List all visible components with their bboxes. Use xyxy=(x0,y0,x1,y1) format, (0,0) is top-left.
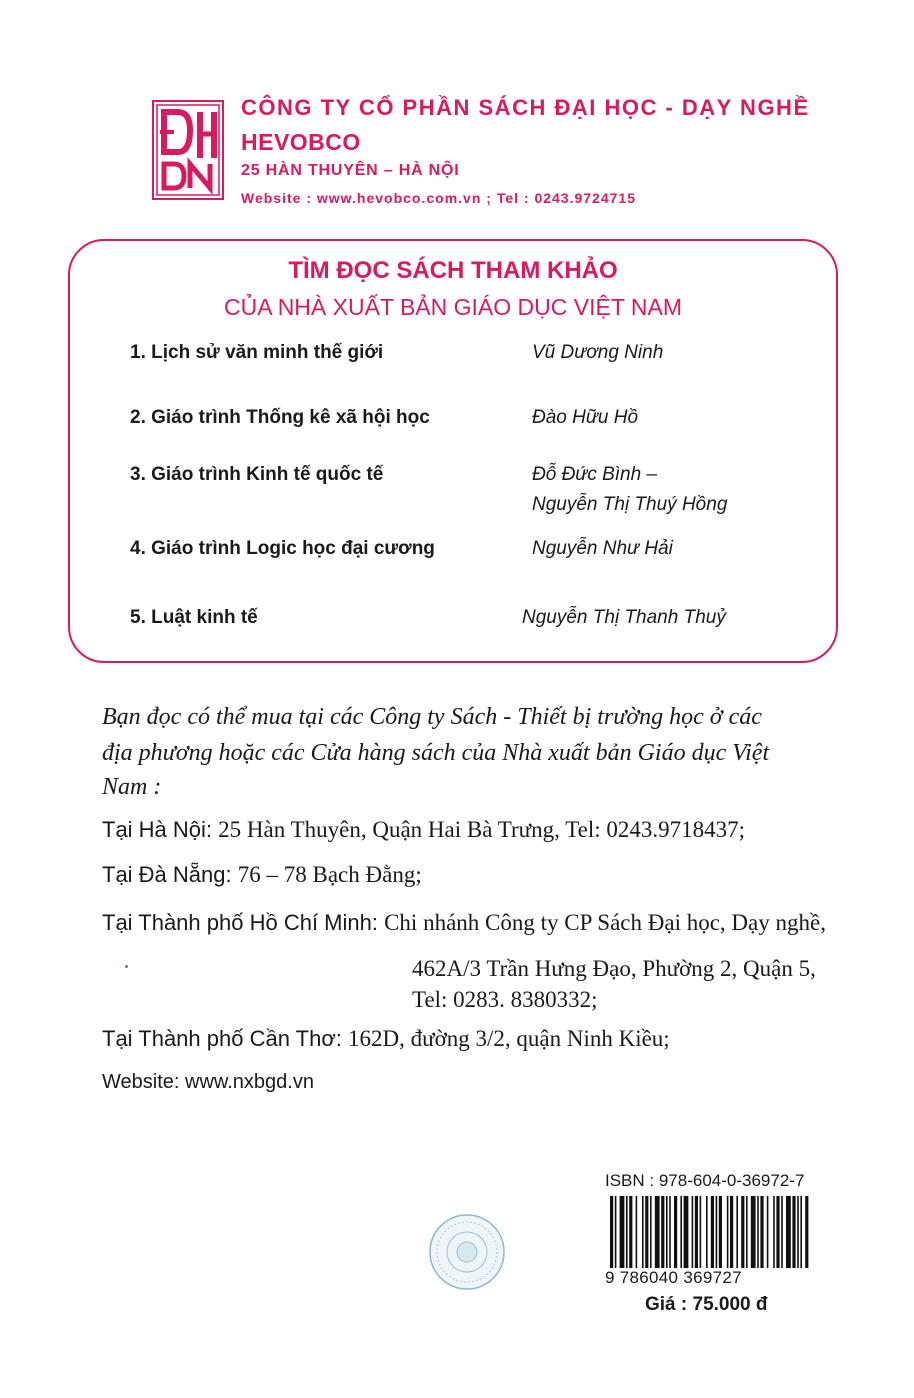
barcode-bar xyxy=(706,1196,708,1268)
location-danang xyxy=(102,862,422,888)
book-author: Đỗ Đức Bình – xyxy=(532,464,658,485)
book-title: 2. Giáo trình Thống kê xã hội học xyxy=(130,407,430,428)
barcode-bar xyxy=(692,1196,694,1268)
book-author-second: Nguyễn Thị Thuý Hồng xyxy=(532,494,728,515)
barcode-bar xyxy=(800,1196,802,1268)
barcode-bar xyxy=(751,1196,756,1268)
book-title: 1. Lịch sử văn minh thế giới xyxy=(130,342,384,363)
barcode-bar xyxy=(716,1196,718,1268)
barcode-bar xyxy=(797,1196,799,1268)
barcode-bar xyxy=(730,1196,733,1268)
location-hcm-line2: 462A/3 Trần Hưng Đạo, Phường 2, Quận 5, xyxy=(412,956,816,981)
publisher-logo xyxy=(152,100,224,200)
book-title: 4. Giáo trình Logic học đại cương xyxy=(130,538,435,559)
barcode-bar xyxy=(666,1196,668,1268)
barcode-bar xyxy=(719,1196,722,1268)
barcode-bar xyxy=(781,1196,783,1268)
purchase-intro-line: Nam : xyxy=(102,774,162,800)
barcode-bar xyxy=(655,1196,660,1268)
book-title: 3. Giáo trình Kinh tế quốc tế xyxy=(130,464,384,485)
speck xyxy=(125,965,128,968)
barcode-bar xyxy=(684,1196,689,1268)
location-label: Tại Đà Nẵng: xyxy=(102,862,232,887)
barcode-bar xyxy=(680,1196,682,1268)
barcode-bar xyxy=(661,1196,664,1268)
location-value: 162D, đường 3/2, quận Ninh Kiều; xyxy=(348,1026,670,1051)
barcode-bar xyxy=(636,1196,638,1268)
book-author: Nguyễn Như Hải xyxy=(532,538,673,559)
purchase-intro-line: Bạn đọc có thể mua tại các Công ty Sách - Thiết bị trường học ở các xyxy=(102,704,762,730)
barcode-bar xyxy=(674,1196,677,1268)
book-author: Vũ Dương Ninh xyxy=(532,342,664,363)
barcode-bar xyxy=(700,1196,702,1268)
barcode-bar xyxy=(695,1196,698,1268)
location-hcm-line3: Tel: 0283. 8380332; xyxy=(412,987,598,1012)
location-hanoi xyxy=(102,817,745,843)
price-label: Giá : 75.000 đ xyxy=(645,1294,768,1315)
barcode-bar xyxy=(760,1196,763,1268)
barcode-bar xyxy=(645,1196,648,1268)
location-label: Tại Thành phố Hồ Chí Minh: xyxy=(102,910,378,935)
publisher-website: Website : www.hevobco.com.vn ; Tel : 0243.9724715 xyxy=(241,190,636,206)
barcode-bar xyxy=(669,1196,671,1268)
barcode-bar xyxy=(626,1196,628,1268)
barcode-bar xyxy=(741,1196,744,1268)
reference-title: TÌM ĐỌC SÁCH THAM KHẢO xyxy=(288,257,618,284)
location-label: Tại Hà Nội: xyxy=(102,817,213,842)
barcode-bar xyxy=(650,1196,652,1268)
barcode-bar xyxy=(736,1196,738,1268)
publisher-name: CÔNG TY CỔ PHẦN SÁCH ĐẠI HỌC - DẠY NGHỀ xyxy=(241,95,810,120)
location-value: 76 – 78 Bạch Đằng; xyxy=(237,862,422,887)
location-label: Tại Thành phố Cần Thơ: xyxy=(102,1026,342,1051)
book-title: 5. Luật kinh tế xyxy=(130,607,258,628)
hologram-stamp xyxy=(427,1212,507,1292)
book-author: Đào Hữu Hồ xyxy=(532,407,639,428)
barcode-bar xyxy=(792,1196,795,1268)
barcode-bar xyxy=(786,1196,791,1268)
reference-subtitle: CỦA NHÀ XUẤT BẢN GIÁO DỤC VIỆT NAM xyxy=(224,294,682,320)
barcode-bar xyxy=(746,1196,748,1268)
barcode-bar xyxy=(620,1196,625,1268)
barcode-bar xyxy=(642,1196,644,1268)
barcode-digits: 9 786040 369727 xyxy=(605,1268,742,1287)
location-cantho xyxy=(102,1026,670,1052)
barcode-bar xyxy=(711,1196,714,1268)
nxbgd-website: Website: www.nxbgd.vn xyxy=(102,1071,314,1093)
publisher-short-name: HEVOBCO xyxy=(241,129,361,155)
barcode-bar xyxy=(727,1196,729,1268)
barcode-bar xyxy=(615,1196,617,1268)
barcode-bar xyxy=(767,1196,769,1268)
location-value: Chi nhánh Công ty CP Sách Đại học, Dạy nghề, xyxy=(384,910,826,935)
isbn-label: ISBN : 978-604-0-36972-7 xyxy=(605,1171,805,1190)
publisher-address: 25 HÀN THUYÊN – HÀ NỘI xyxy=(241,162,460,179)
location-value: 25 Hàn Thuyên, Quận Hai Bà Trưng, Tel: 0243.9718437; xyxy=(218,817,746,842)
book-author: Nguyễn Thị Thanh Thuỷ xyxy=(522,607,726,628)
barcode-bar xyxy=(776,1196,779,1268)
barcode-bar xyxy=(773,1196,775,1268)
purchase-intro-line: địa phương hoặc các Cửa hàng sách của Nhà xuất bản Giáo dục Việt xyxy=(102,740,770,766)
barcode xyxy=(608,1196,811,1268)
barcode-bar xyxy=(629,1196,632,1268)
location-hcm xyxy=(102,910,826,936)
barcode-bar xyxy=(610,1196,613,1268)
barcode-bar xyxy=(757,1196,759,1268)
barcode-bar xyxy=(805,1196,808,1268)
